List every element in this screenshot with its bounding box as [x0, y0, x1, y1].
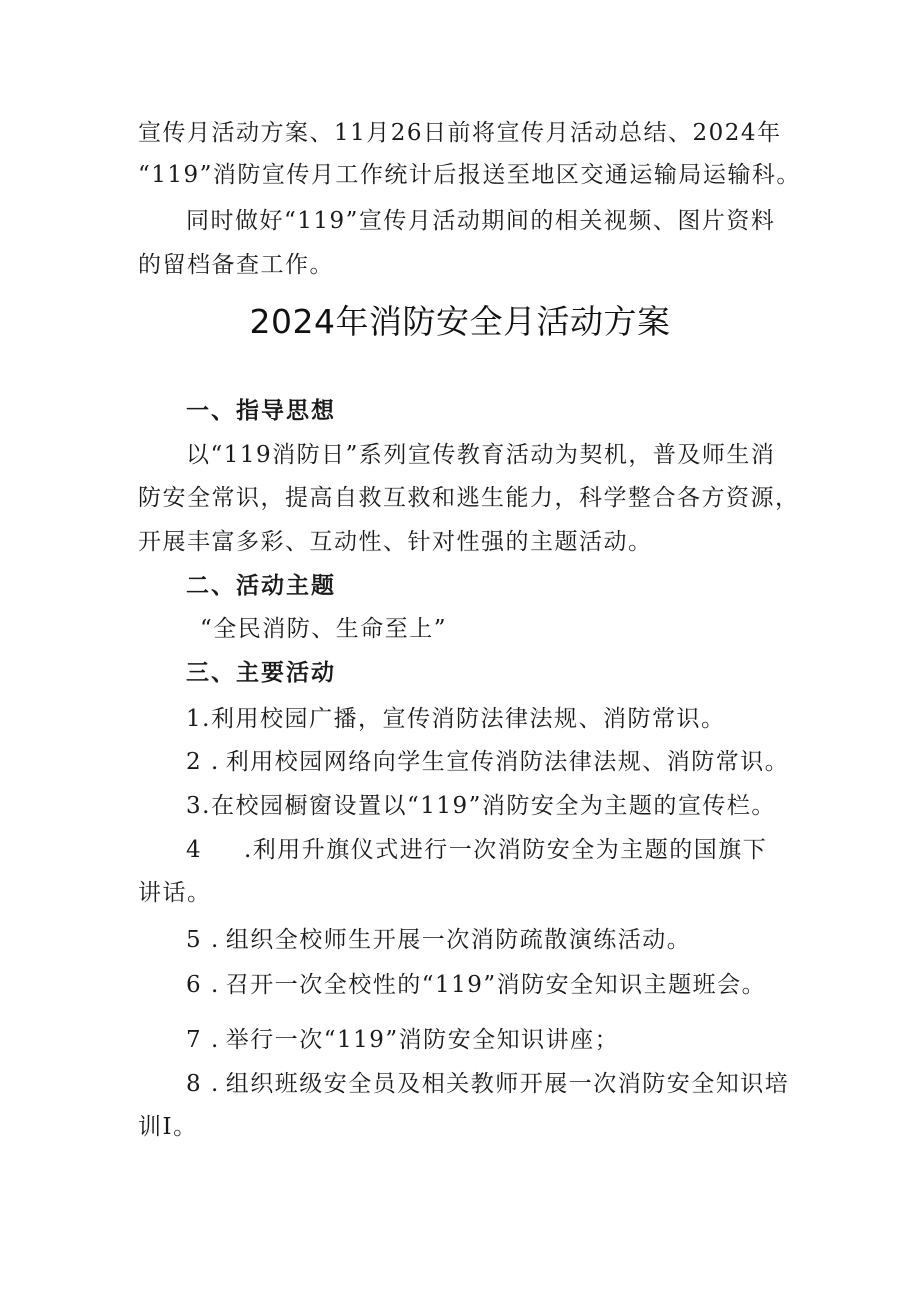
list-item-text: .利用升旗仪式进行一次消防安全为主题的国旗下: [244, 837, 768, 863]
list-item: [186, 1069, 789, 1099]
list-item-text: 利用校园广播，宣传消防法律法规、消防常识。: [210, 706, 726, 732]
list-item-continuation: 讲话。: [138, 880, 212, 906]
document-title: 2024年消防安全月活动方案: [249, 302, 671, 341]
section-heading-guiding-thought: 一、指导思想: [186, 398, 336, 424]
list-item-number: 7 .: [186, 1027, 220, 1053]
intro-line-3: 同时做好“119”宣传月活动期间的相关视频、图片资料: [186, 208, 776, 234]
list-item: [186, 925, 691, 955]
section1-line-1: 以“119消防日”系列宣传教育活动为契机，普及师生消: [186, 442, 776, 468]
list-item: [186, 747, 789, 777]
list-item-number: 1.: [186, 706, 211, 732]
list-item-number: 2 .: [186, 749, 220, 775]
list-item: [186, 1025, 619, 1055]
list-item-text: 举行一次“119”消防安全知识讲座；: [225, 1027, 620, 1053]
list-item-text: 在校园橱窗设置以“119”消防安全为主题的宣传栏。: [210, 793, 776, 819]
intro-line-1: 宣传月活动方案、11月26日前将宣传月活动总结、2024年: [138, 120, 782, 146]
list-item-text: 组织全校师生开展一次消防疏散演练活动。: [225, 927, 692, 953]
list-item: [186, 970, 766, 1000]
list-item-number: 8 .: [186, 1071, 220, 1097]
list-item: [186, 704, 725, 734]
list-item: [186, 791, 776, 821]
intro-line-4: 的留档备查工作。: [138, 252, 334, 278]
list-item-number: 4: [186, 837, 203, 863]
list-item-number: 6 .: [186, 972, 220, 998]
activity-theme-text: “全民消防、生命至上”: [200, 616, 448, 642]
section-heading-activity-theme: 二、活动主题: [186, 573, 336, 599]
list-item-text: 组织班级安全员及相关教师开展一次消防安全知识培: [225, 1071, 790, 1097]
intro-line-2: “119”消防宣传月工作统计后报送至地区交通运输局运输科。: [138, 162, 801, 188]
section-heading-main-activities: 三、主要活动: [186, 660, 336, 686]
list-item-continuation: 训I。: [138, 1114, 198, 1140]
list-item: [186, 835, 767, 865]
section1-line-2: 防安全常识，提高自救互救和逃生能力，科学整合各方资源，: [138, 485, 800, 511]
list-item-text: 利用校园网络向学生宣传消防法律法规、消防常识。: [225, 749, 790, 775]
list-item-text: 召开一次全校性的“119”消防安全知识主题班会。: [225, 972, 767, 998]
list-item-number: 3.: [186, 793, 211, 819]
section1-line-3: 开展丰富多彩、互动性、针对性强的主题活动。: [138, 529, 653, 555]
list-item-number: 5 .: [186, 927, 220, 953]
